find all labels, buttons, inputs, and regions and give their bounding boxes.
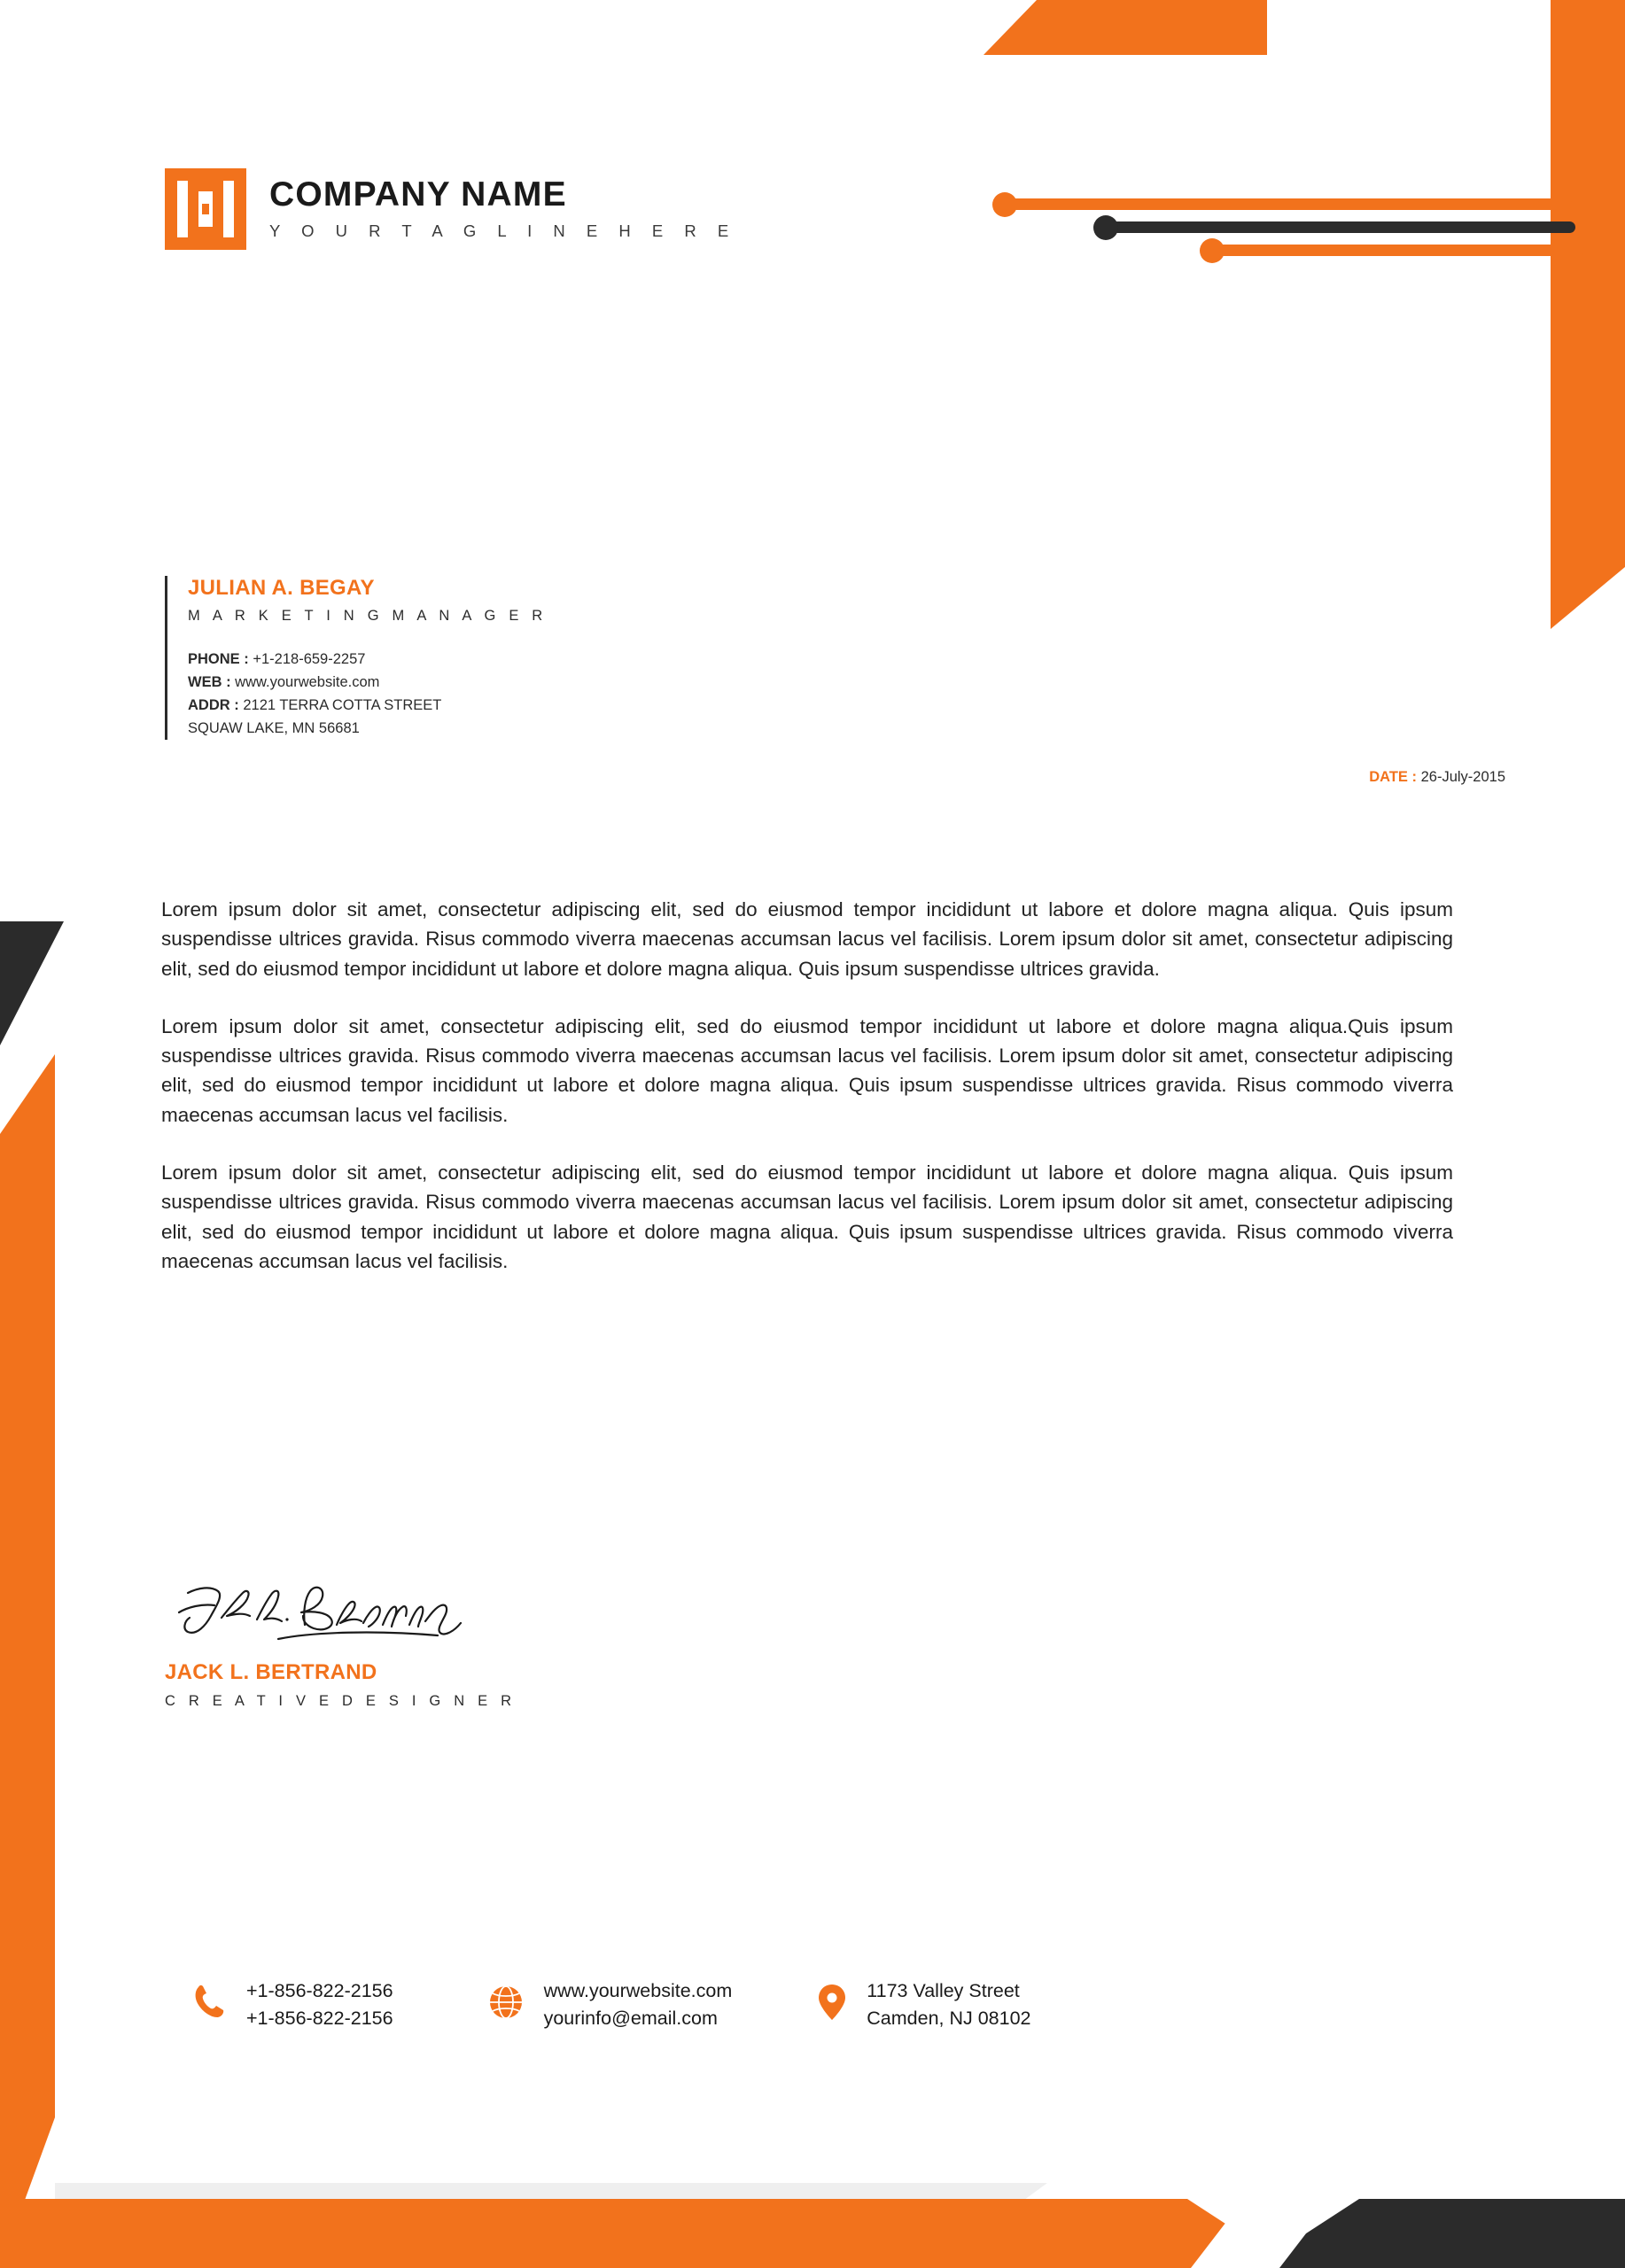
recipient-contact-lines <box>188 648 547 740</box>
dot-dark-middle <box>1093 215 1118 240</box>
recipient-role: M A R K E T I N G M A N A G E R <box>188 608 548 624</box>
body-paragraph-2: Lorem ipsum dolor sit amet, consectetur adipiscing elit, sed do eiusmod tempor incididunt ut labore et dolore magna aliqua.Quis ipsum suspendisse ultrices gravida. Risus commodo viverra maecenas accumsan lacus vel facilisis. Lorem ipsum dolor sit amet, consectetur adipiscing elit, sed do eiusmod tempor incididunt ut labore et dolore magna aliqua. Quis ipsum suspendisse ultrices gravida. Risus commodo viverra maecenas accumsan lacus vel facilisis. <box>161 1014 1453 1126</box>
body-paragraph-1: Lorem ipsum dolor sit amet, consectetur adipiscing elit, sed do eiusmod tempor incididunt ut labore et dolore magna aliqua. Quis ipsum suspendisse ultrices gravida. Risus commodo viverra maecenas accumsan lacus vel facilisis. Lorem ipsum dolor sit amet, consectetur adipiscing elit, sed do eiusmod tempor incididunt ut labore et dolore magna aliqua. Quis ipsum suspendisse ultrices gravida. <box>161 898 1453 980</box>
recipient-addr-line <box>188 694 547 717</box>
recipient-addr-label: ADDR : <box>188 697 239 714</box>
footer-address-line-2: Camden, NJ 08102 <box>867 2007 1031 2029</box>
recipient-web-label: WEB : <box>188 674 231 691</box>
signature-block <box>165 1577 516 1710</box>
letterhead-header <box>165 168 737 250</box>
recipient-addr-line2: SQUAW LAKE, MN 56681 <box>188 720 360 737</box>
left-orange-strip <box>0 1054 55 2268</box>
recipient-phone-value: +1-218-659-2257 <box>253 651 366 667</box>
header-decorative-lines <box>992 186 1551 257</box>
signature-name: JACK L. BERTRAND <box>165 1660 377 1684</box>
line-orange-bottom <box>1212 245 1584 256</box>
line-dark-middle <box>1106 221 1575 233</box>
handwritten-signature-icon <box>172 1577 464 1648</box>
footer-web-item <box>487 1977 733 2031</box>
location-pin-icon <box>817 1983 847 2026</box>
left-dark-chevron <box>0 921 64 1045</box>
recipient-block <box>165 576 547 740</box>
footer-phone-text <box>246 1977 393 2031</box>
footer-phone-line-2: +1-856-822-2156 <box>246 2007 393 2029</box>
footer-address-item <box>817 1977 1030 2031</box>
recipient-name: JULIAN A. BEGAY <box>188 576 375 600</box>
brand-text <box>269 177 737 241</box>
dot-orange-top <box>992 192 1017 217</box>
footer-address-line-1: 1173 Valley Street <box>867 1980 1020 2001</box>
phone-icon <box>191 1984 227 2025</box>
company-tagline: Y O U R T A G L I N E H E R E <box>269 221 737 240</box>
right-orange-bar <box>1551 0 1625 629</box>
date-line <box>1369 769 1505 786</box>
recipient-phone-line <box>188 648 547 671</box>
letter-body <box>161 895 1453 1304</box>
letterhead-footer <box>191 1977 1450 2031</box>
square-bracket-logo-icon <box>165 168 246 250</box>
top-right-orange-block <box>984 0 1267 55</box>
recipient-phone-label: PHONE : <box>188 651 249 667</box>
signature-role: C R E A T I V E D E S I G N E R <box>165 1693 517 1709</box>
recipient-web-value: www.yourwebsite.com <box>235 674 380 691</box>
date-value: 26-July-2015 <box>1420 769 1505 785</box>
recipient-addr-value: 2121 TERRA COTTA STREET <box>243 697 442 714</box>
body-paragraph-3: Lorem ipsum dolor sit amet, consectetur adipiscing elit, sed do eiusmod tempor incididunt ut labore et dolore magna aliqua. Quis ipsum suspendisse ultrices gravida. Risus commodo viverra maecenas accumsan lacus vel facilisis. Lorem ipsum dolor sit amet, consectetur adipiscing elit, sed do eiusmod tempor incididunt ut labore et dolore magna aliqua. Quis ipsum suspendisse ultrices gravida. Risus commodo viverra maecenas accumsan lacus vel facilisis. <box>161 1161 1453 1272</box>
company-name: COMPANY NAME <box>269 175 567 214</box>
footer-address-text <box>867 1977 1030 2031</box>
recipient-web-line <box>188 671 547 694</box>
footer-web-line-1: www.yourwebsite.com <box>543 1980 733 2001</box>
globe-icon <box>487 1984 525 2025</box>
footer-phone-item <box>191 1977 393 2031</box>
line-orange-top <box>1005 198 1572 210</box>
dot-orange-bottom <box>1200 238 1225 263</box>
footer-phone-line-1: +1-856-822-2156 <box>246 1980 393 2001</box>
footer-email-line: yourinfo@email.com <box>543 2007 718 2029</box>
bottom-orange-band <box>0 2199 1294 2268</box>
date-label: DATE : <box>1369 769 1418 785</box>
footer-web-text <box>544 1977 733 2031</box>
